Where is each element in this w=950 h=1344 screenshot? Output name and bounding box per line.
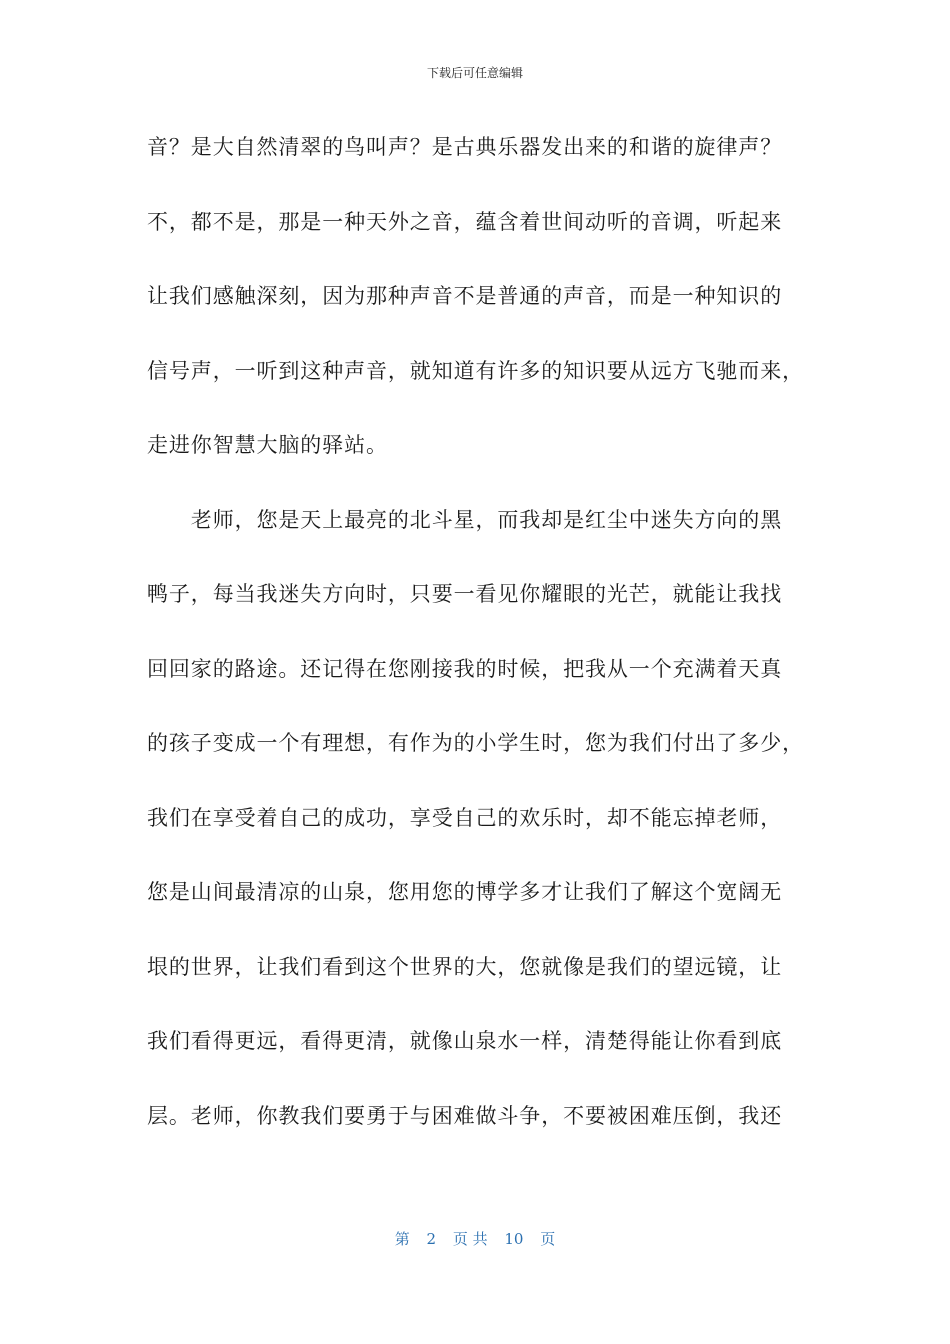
page-header (0, 65, 950, 81)
document-body (147, 127, 807, 1170)
text-line: 让我们感触深刻，因为那种声音不是普通的声音，而是一种知识的 (147, 284, 783, 308)
page-footer (0, 1229, 950, 1249)
text-line: 走进你智慧大脑的驿站。 (147, 433, 388, 457)
text-line: 的孩子变成一个有理想，有作为的小学生时，您为我们付出了多少， (147, 731, 804, 755)
text-line: 您是山间最清凉的山泉，您用您的博学多才让我们了解这个宽阔无 (147, 880, 783, 904)
text-line: 垠的世界，让我们看到这个世界的大，您就像是我们的望远镜，让 (147, 954, 783, 979)
text-line: 老师，您是天上最亮的北斗星，而我却是红尘中迷失方向的黑 (147, 507, 783, 532)
header-note: 下载后可任意编辑 (426, 66, 523, 80)
footer-total-pages: 10 (504, 1230, 524, 1248)
text-line: 鸭子，每当我迷失方向时，只要一看见你耀眼的光芒，就能让我找 (147, 582, 783, 606)
text-line: 层。老师，你教我们要勇于与困难做斗争，不要被困难压倒，我还 (147, 1103, 783, 1128)
text-line: 我们看得更远，看得更清，就像山泉水一样，清楚得能让你看到底 (147, 1029, 783, 1053)
text-line: 音？是大自然清翠的鸟叫声？是古典乐器发出来的和谐的旋律声？ (147, 135, 783, 159)
text-line: 回回家的路途。还记得在您刚接我的时候，把我从一个充满着天真 (147, 656, 783, 681)
footer-prefix: 第 (394, 1230, 410, 1248)
footer-suffix: 页 (540, 1230, 556, 1248)
footer-middle: 页 共 (452, 1230, 488, 1248)
text-line: 信号声，一听到这种声音，就知道有许多的知识要从远方飞驰而来， (147, 358, 804, 383)
text-line: 不，都不是，那是一种天外之音，蕴含着世间动听的音调，听起来 (147, 209, 783, 234)
text-line: 我们在享受着自己的成功，享受自己的欢乐时，却不能忘掉老师， (147, 805, 783, 830)
footer-page-number: 2 (426, 1230, 437, 1248)
